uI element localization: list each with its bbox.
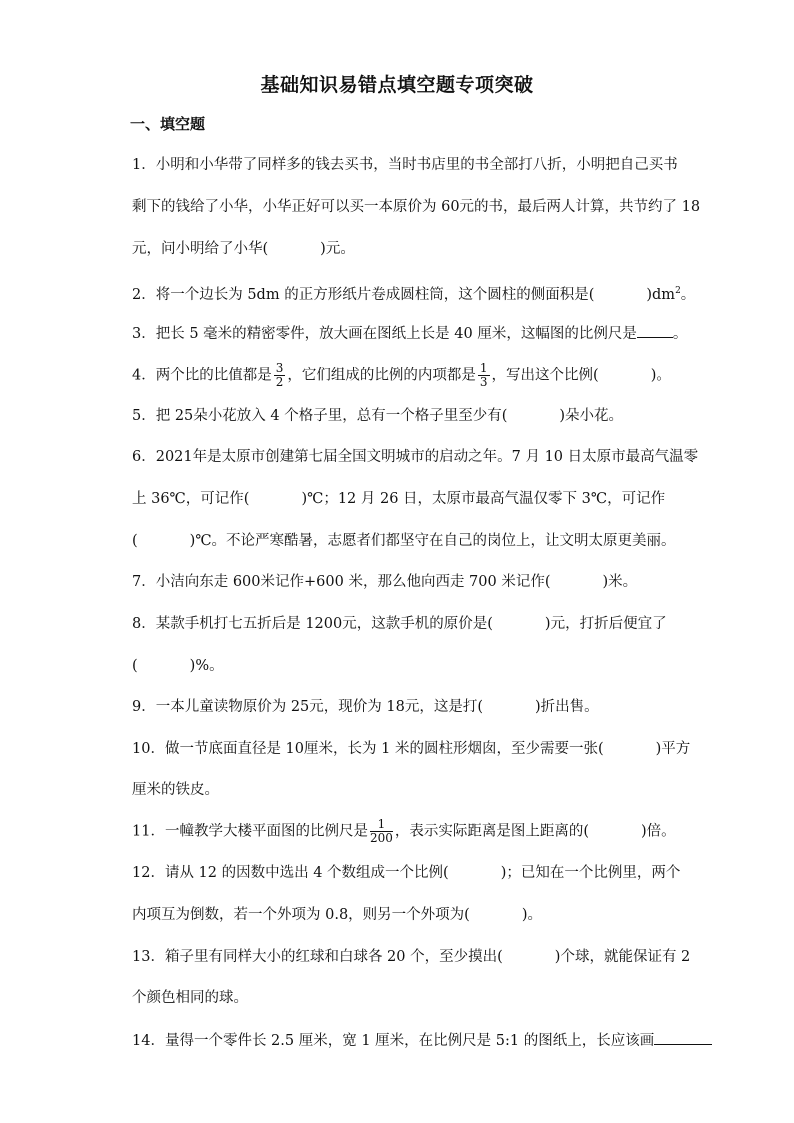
fraction-three-halves: $\frac{3}{2}$ bbox=[275, 361, 284, 389]
question-14: 14．量得一个零件长 2.5 厘米，宽 1 厘米，在比例尺是 5:1 的图纸上，长应该画 bbox=[132, 1030, 662, 1051]
answer-underline[interactable] bbox=[654, 1030, 712, 1045]
question-10-line-1: 10．做一节底面直径是 10厘米，长为 1 米的圆柱形烟囱，至少需要一张( )平方 bbox=[132, 741, 691, 757]
question-6-line-3: ( )℃。不论严寒酷暑，志愿者们都坚守在自己的岗位上，让文明太原更美丽。 bbox=[132, 533, 676, 549]
question-1-line-3: 元，问小明给了小华( )元。 bbox=[132, 241, 355, 257]
question-9: 9．一本儿童读物原价为 25元，现价为 18元，这是打( )折出售。 bbox=[132, 699, 599, 715]
question-12-line-1: 12．请从 12 的因数中选出 4 个数组成一个比例( )；已知在一个比例里，两个 bbox=[132, 865, 681, 881]
question-8-line-2: ( )%。 bbox=[132, 658, 224, 674]
question-5: 5．把 25朵小花放入 4 个格子里，总有一个格子里至少有( )朵小花。 bbox=[132, 408, 624, 424]
question-1-line-1: 1．小明和小华带了同样多的钱去买书，当时书店里的书全部打八折，小明把自己买书 bbox=[132, 157, 678, 173]
question-11: 11．一幢教学大楼平面图的比例尺是 $\frac{1}{200}$ ，表示实际距离是图上距离的( )倍。 bbox=[132, 817, 676, 845]
question-8-line-1: 8．某款手机打七五折后是 1200元，这款手机的原价是( )元，打折后便宜了 bbox=[132, 616, 667, 632]
section-heading: 一、填空题 bbox=[130, 115, 206, 133]
question-10-line-2: 厘米的铁皮。 bbox=[132, 782, 219, 798]
fraction-one-two-hundredth: $\frac{1}{200}$ bbox=[369, 817, 393, 845]
question-13-line-2: 个颜色相同的球。 bbox=[132, 990, 248, 1006]
question-12-line-2: 内项互为倒数，若一个外项为 0.8，则另一个外项为( )。 bbox=[132, 907, 542, 923]
question-2: 2．将一个边长为 5dm 的正方形纸片卷成圆柱筒，这个圆柱的侧面积是( )$dm^2$。 bbox=[132, 286, 696, 303]
question-1-line-2: 剩下的钱给了小华，小华正好可以买一本原价为 60元的书，最后两人计算，共节约了 18 bbox=[132, 199, 701, 215]
answer-underline[interactable] bbox=[637, 323, 673, 338]
question-4: 4．两个比的比值都是 $\frac{3}{2}$ ，它们组成的比例的内项都是 $\frac{1}{3}$ ，写出这个比例( )。 bbox=[132, 361, 671, 389]
page-title: 基础知识易错点填空题专项突破 bbox=[260, 74, 534, 96]
fraction-one-third: $\frac{1}{3}$ bbox=[479, 361, 488, 389]
question-7: 7．小洁向东走 600米记作+600 米，那么他向西走 700 米记作( )米。 bbox=[132, 574, 638, 590]
question-3: 3．把长 5 毫米的精密零件，放大画在图纸上长是 40 厘米，这幅图的比例尺是 。 bbox=[132, 323, 662, 344]
question-13-line-1: 13．箱子里有同样大小的红球和白球各 20 个，至少摸出( )个球，就能保证有 2 bbox=[132, 949, 691, 965]
question-6-line-1: 6．2021年是太原市创建第七届全国文明城市的启动之年。7 月 10 日太原市最高气温零 bbox=[132, 449, 699, 465]
question-6-line-2: 上 36℃，可记作( )℃；12 月 26 日，太原市最高气温仅零下 3℃，可记作 bbox=[132, 491, 666, 507]
